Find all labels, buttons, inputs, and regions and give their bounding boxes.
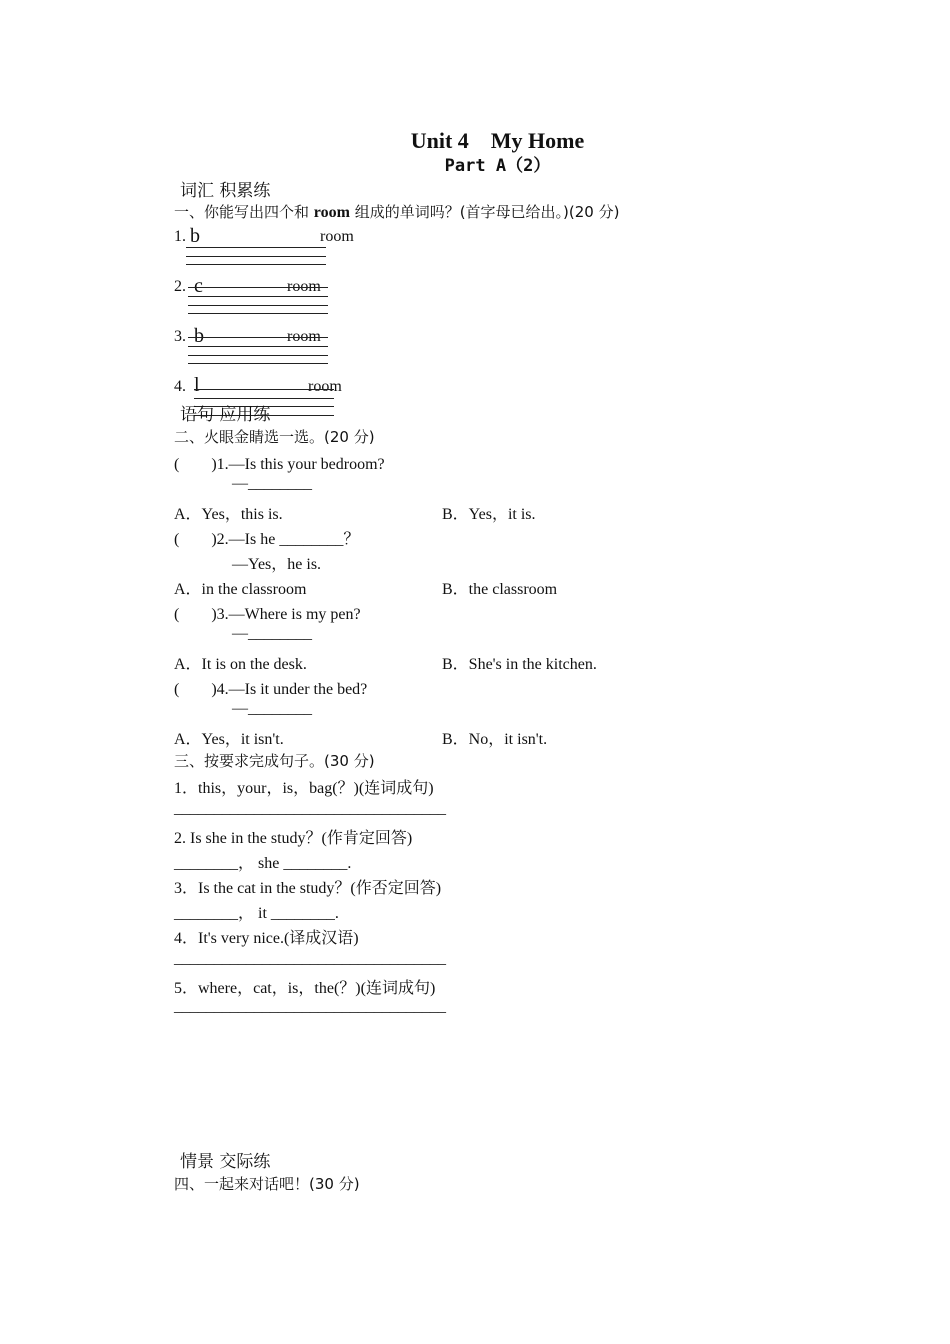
writing-line[interactable] — [188, 313, 328, 314]
option-b[interactable]: B．No，it isn't. — [442, 731, 548, 748]
part1-item-suffix: room — [287, 328, 321, 345]
writing-line[interactable] — [186, 247, 326, 248]
option-b[interactable]: B．She's in the kitchen. — [442, 656, 597, 673]
writing-line[interactable] — [194, 398, 334, 399]
part1-item-num: 4. — [174, 378, 186, 395]
question-stem: ( )2.—Is he ________？ — [174, 531, 360, 548]
answer-line[interactable]: ________， it ________. — [174, 905, 339, 922]
section-title-sentence: 语句 应用练 — [180, 405, 271, 425]
writing-line[interactable] — [186, 256, 326, 257]
part2-heading: 二、火眼金睛选一选。(20 分) — [174, 428, 375, 446]
writing-line[interactable] — [188, 337, 328, 338]
question-stem: ( )4.—Is it under the bed? — [174, 681, 368, 698]
task-question: 2. Is she in the study？(作肯定回答) — [174, 830, 413, 847]
question-reply: —________ — [232, 625, 312, 642]
writing-line[interactable] — [188, 305, 328, 306]
option-a[interactable]: A．in the classroom — [174, 581, 307, 598]
writing-line[interactable] — [188, 363, 328, 364]
question-stem: ( )3.—Where is my pen? — [174, 606, 361, 623]
writing-line[interactable] — [188, 287, 328, 288]
question-reply: —________ — [232, 700, 312, 717]
writing-line[interactable] — [186, 264, 326, 265]
answer-line[interactable]: ________， she ________. — [174, 855, 352, 872]
part1-item-suffix: room — [320, 228, 354, 245]
part3-heading: 三、按要求完成句子。(30 分) — [174, 752, 375, 770]
part1-item-suffix: room — [287, 278, 321, 295]
task-question: 5．where，cat，is，the(？)(连词成句) — [174, 980, 436, 997]
task-question: 1．this，your，is，bag(？)(连词成句) — [174, 780, 434, 797]
part1-heading — [174, 201, 619, 222]
part1-heading-prefix: 一、你能写出四个和 — [174, 203, 314, 221]
task-question: 3．Is the cat in the study？(作否定回答) — [174, 880, 442, 897]
part1-item-letter: c — [194, 275, 203, 297]
part1-heading-suffix: 组成的单词吗？(首字母已给出。)(20 分) — [349, 203, 620, 221]
option-a[interactable]: A．Yes，it isn't. — [174, 731, 284, 748]
writing-line[interactable] — [188, 346, 328, 347]
question-reply: —________ — [232, 475, 312, 492]
question-reply: —Yes，he is. — [232, 556, 322, 573]
option-a[interactable]: A．Yes，this is. — [174, 506, 283, 523]
question-stem: ( )1.—Is this your bedroom? — [174, 456, 385, 473]
option-b[interactable]: B．the classroom — [442, 581, 558, 598]
part1-item-num: 3. — [174, 328, 186, 345]
part1-item-suffix: room — [308, 378, 342, 395]
section-title-vocab: 词汇 积累练 — [180, 181, 271, 201]
task-question: 4．It's very nice.(译成汉语) — [174, 930, 359, 947]
part1-item-letter: l — [194, 374, 200, 396]
writing-line[interactable] — [188, 355, 328, 356]
option-b[interactable]: B．Yes，it is. — [442, 506, 536, 523]
part1-item-num: 1. — [174, 228, 186, 245]
writing-line[interactable] — [194, 389, 334, 390]
part1-item-num: 2. — [174, 278, 186, 295]
writing-line[interactable] — [188, 296, 328, 297]
answer-line[interactable]: __________________________________ — [174, 998, 446, 1015]
part1-item-letter: b — [190, 225, 200, 247]
page-subtitle: Part A（2） — [444, 156, 551, 176]
answer-line[interactable]: __________________________________ — [174, 950, 446, 967]
part1-heading-bold: room — [313, 204, 350, 221]
section-title-situation: 情景 交际练 — [180, 1152, 271, 1172]
option-a[interactable]: A．It is on the desk. — [174, 656, 307, 673]
page-title: Unit 4 My Home — [410, 128, 585, 153]
part4-heading: 四、一起来对话吧！(30 分) — [174, 1175, 360, 1193]
answer-line[interactable]: __________________________________ — [174, 800, 446, 817]
part1-item-letter: b — [194, 325, 204, 347]
